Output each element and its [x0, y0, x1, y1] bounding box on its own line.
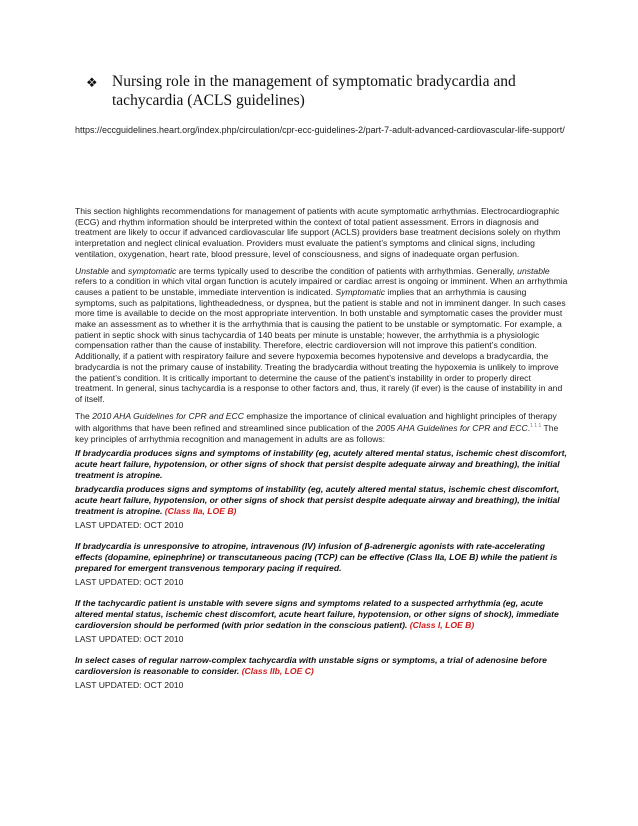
- last-updated: LAST UPDATED: OCT 2010: [75, 679, 184, 690]
- definitions-paragraph: [75, 266, 569, 405]
- diamond-bullet-icon: ❖: [86, 75, 98, 90]
- document-body: [75, 206, 569, 695]
- guidelines-ref-2005: 2005 AHA Guidelines for CPR and ECC: [375, 423, 528, 434]
- term-symptomatic-cap: Symptomatic: [335, 286, 386, 297]
- guidelines-dot: .: [527, 423, 531, 434]
- definitions-and: and: [108, 265, 129, 276]
- citation-superscript: 1 1 1: [530, 423, 542, 430]
- recommendation-text: If the tachycardic patient is unstable with severe signs and symptoms related to a suspected arrhythmia (eg, acute altered mental status, ischemic chest discomfort, acute heart failure, hypotension, or other signs of shock), immediate cardioversion should be performed (with prior sedation in the conscious patient).: [75, 597, 559, 630]
- term-unstable: Unstable: [75, 265, 109, 276]
- last-updated: LAST UPDATED: OCT 2010: [75, 519, 184, 530]
- last-updated: LAST UPDATED: OCT 2010: [75, 576, 184, 587]
- guidelines-lead: The: [75, 410, 93, 421]
- class-of-recommendation: (Class IIa, LOE B): [164, 505, 237, 516]
- heading-text: Nursing role in the management of symptomatic bradycardia and tachycardia (ACLS guidelines): [112, 73, 516, 109]
- recommendation-4: [75, 598, 569, 631]
- class-of-recommendation: (Class I, LOE B): [409, 619, 475, 630]
- recommendation-5: [75, 655, 569, 677]
- recommendation-text: If bradycardia produces signs and symptoms of instability (eg, acutely altered mental status, ischemic chest discomfort, acute heart failure, hypotension, or other signs of shock that persist despite adequate airway and breathing), the initial treatment is atropine.: [75, 447, 567, 480]
- guidelines-tail: The key principles of arrhythmia recognition and management in adults are as follows:: [75, 423, 559, 444]
- class-of-recommendation: (Class IIb, LOE C): [241, 665, 314, 676]
- recommendation-text: In select cases of regular narrow-complex tachycardia with unstable signs or symptoms, a trial of adenosine before cardioversion is reasonable to consider.: [75, 654, 547, 676]
- guidelines-mid: emphasize the importance of clinical evaluation and highlight principles of therapy with algorithms that have been refined and streamlined since publication of the: [75, 410, 557, 434]
- definitions-part1: are terms typically used to describe the condition of patients with arrhythmias. Generally,: [176, 265, 518, 276]
- term-unstable-lower: unstable: [517, 265, 550, 276]
- recommendation-text: bradycardia produces signs and symptoms of instability (eg, acutely altered mental status, ischemic chest discomfort, acute heart failure, hypotension, or other signs of shock that persist despite adequate airway and breathing), the initial treatment is atropine.: [75, 483, 560, 516]
- recommendation-text: If bradycardia is unresponsive to atropine, intravenous (IV) infusion of β-adrenergic agonists with rate-accelerating effects (dopamine, epinephrine) or transcutaneous pacing (TCP) can be effective (Class IIa, LOE B) while the patient is prepared for emergent transvenous temporary pacing if required.: [75, 540, 558, 573]
- recommendation-2: [75, 484, 569, 517]
- section-heading: [86, 72, 546, 110]
- guidelines-ref-2010: 2010 AHA Guidelines for CPR and ECC: [92, 410, 244, 421]
- intro-paragraph: This section highlights recommendations for management of patients with acute symptomatic arrhythmias. Electrocardiographic (ECG) and rhythm information should be interpreted within the context of total patient assessment. Errors in diagnosis and treatment are likely to occur if advanced cardiovascular life support (ACLS) providers base treatment decisions solely on rhythm interpretation and neglect clinical evaluation. Providers must evaluate the patient’s symptoms and clinical signs, including ventilation, oxygenation, heart rate, blood pressure, level of consciousness, and signs of inadequate organ perfusion.: [75, 206, 561, 259]
- guidelines-paragraph: [75, 411, 569, 445]
- definitions-part3: implies that an arrhythmia is causing symptoms, such as palpitations, lightheadedness, or dyspnea, but the patient is stable and not in imminent danger. In such cases more time is available to decide on the most appropriate intervention. In both unstable and symptomatic cases the provider must make an assessment as to whether it is the arrhythmia that is causing the patient to be unstable or symptomatic. For example, a patient in septic shock with sinus tachycardia of 140 beats per minute is unstable; however, the arrhythmia is a physiologic compensation rather than the cause of instability. Therefore, electric cardioversion will not improve this patient’s condition. Additionally, if a patient with respiratory failure and severe hypoxemia becomes hypotensive and develops a bradycardia, the bradycardia is not the primary cause of instability. Treating the bradycardia without treating the hypoxemia is unlikely to improve the patient’s condition. It is critically important to determine the cause of the patient’s instability in order to properly direct treatment. In general, sinus tachycardia is a response to other factors and, thus, it rarely (if ever) is the cause of instability in and of itself.: [75, 286, 566, 404]
- recommendation-1: [75, 448, 569, 481]
- source-url: https://eccguidelines.heart.org/index.php/circulation/cpr-ecc-guidelines-2/part-7-adult-advanced-cardiovascular-life-support/: [75, 125, 565, 135]
- recommendation-3: [75, 541, 569, 574]
- term-symptomatic: symptomatic: [128, 265, 177, 276]
- definitions-part2: refers to a condition in which vital organ function is acutely impaired or cardiac arrest is ongoing or imminent. When an arrhythmia causes a patient to be unstable, immediate intervention is indicated.: [75, 276, 568, 297]
- last-updated: LAST UPDATED: OCT 2010: [75, 633, 184, 644]
